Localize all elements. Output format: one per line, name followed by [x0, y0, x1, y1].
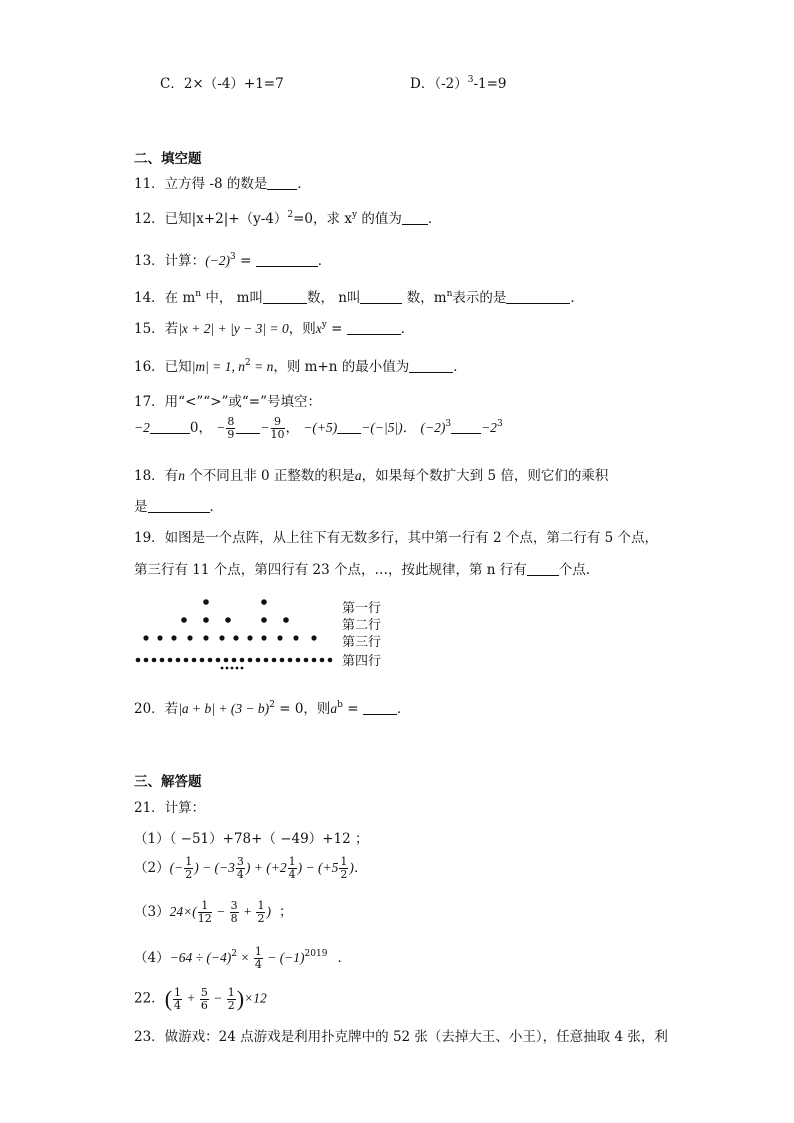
question-20 [134, 697, 410, 717]
q18-text-e: ． [209, 499, 223, 515]
q21-2-t1: (− [169, 860, 184, 875]
q21-2-f4d: 2 [340, 868, 348, 881]
q17-part-4: −(+5) [303, 420, 338, 435]
q21-3-frac-1 [198, 900, 212, 925]
question-18-cont [134, 495, 223, 515]
q21-2-t5: )． [349, 860, 368, 875]
q12-y: y [351, 210, 358, 220]
q15-text-a: 15．若 [134, 321, 179, 337]
question-15 [134, 317, 414, 337]
q22-right-paren: ) [236, 986, 245, 1011]
q17-blank-4[interactable] [451, 421, 481, 434]
q17-frac2-num: 9 [271, 416, 285, 429]
q17-part-2: 0， [189, 420, 212, 436]
q20-text-a: 20．若 [134, 701, 179, 717]
question-14 [134, 286, 584, 306]
q21-2-f2d: 4 [236, 868, 244, 881]
question-19: 19．如图是一个点阵，从上往下有无数多行，其中第一行有 2 个点，第二行有 5 个点， [134, 530, 659, 546]
q21-4-frac [254, 946, 263, 971]
q22-minus: − [209, 990, 226, 1006]
q16-blank[interactable] [409, 360, 453, 373]
q20-pow: a [330, 701, 338, 716]
dots-row-1 [203, 599, 267, 605]
question-21-3 [134, 900, 292, 925]
q12-period: ． [427, 211, 442, 227]
row-label-3: 第三行 [342, 635, 382, 650]
q21-4-t2: × [236, 950, 253, 965]
q13-expr: (−2) [205, 253, 231, 268]
q17-part-3: ， [285, 420, 300, 436]
q21-3-t1: 24×( [169, 904, 197, 919]
q17-part-7-exp: 3 [496, 419, 503, 429]
section-title-fill-in: 二、填空题 [134, 151, 202, 167]
q21-2-label: （2） [134, 860, 170, 876]
q22-f1d: 4 [174, 998, 182, 1012]
option-d-tail: -1=9 [473, 76, 507, 92]
q17-frac-1 [226, 416, 235, 441]
q14-text-c: 数， n叫 [306, 290, 361, 306]
q17-frac2-den: 10 [270, 428, 285, 441]
q17-part-6-exp: 3 [445, 419, 452, 429]
section-title-solve: 三、解答题 [134, 774, 202, 790]
q12-text: 12．已知|x+2|+（y-4） [134, 211, 288, 227]
q14-n1: n [195, 289, 202, 299]
q21-3-f2n: 3 [230, 899, 238, 912]
q17-blank-2[interactable] [236, 421, 260, 434]
q22-tail: ×12 [244, 990, 267, 1006]
q22-f2n: 5 [200, 985, 208, 999]
q15-period: ． [400, 321, 415, 337]
q15-text-b: ，则 [288, 321, 316, 337]
question-22 [134, 986, 267, 1012]
q12-text-b: =0，求 x [293, 211, 352, 227]
q17-frac1-num: 8 [227, 415, 235, 428]
dot-lattice-figure [130, 592, 400, 674]
q21-4-label: （4） [134, 950, 170, 966]
q17-part-6: (−2) [420, 420, 446, 435]
dots-row-4 [136, 658, 333, 670]
q21-2-t3: ) + (+2 [245, 860, 287, 875]
q17-blank-1[interactable] [150, 421, 190, 434]
q14-text-e: 表示的是 [452, 290, 507, 306]
q15-expr: |x + 2| + |y − 3| = 0 [178, 321, 289, 336]
q21-4-t1: −64 ÷ (−4) [169, 950, 232, 965]
q21-3-t4: ) [266, 904, 271, 919]
q21-3-t2: − [212, 904, 229, 919]
q18-n: n [178, 468, 185, 483]
q12-exp: 2 [287, 210, 294, 220]
q21-2-frac-3 [288, 856, 297, 881]
question-23: 23．做游戏：24 点游戏是利用扑克牌中的 52 张（去掉大王、小王），任意抽取 4 张，利 [134, 1029, 668, 1045]
q12-blank[interactable] [402, 212, 428, 225]
q14-blank-3[interactable] [506, 291, 570, 304]
q22-f3n: 1 [227, 985, 235, 999]
q21-3-frac-2 [230, 900, 239, 925]
q21-2-t4: ) − (+5 [297, 860, 339, 875]
q14-blank-1[interactable] [263, 291, 307, 304]
row-label-1: 第一行 [342, 601, 382, 616]
q15-pow-exp: y [321, 320, 327, 330]
q13-period: ． [317, 253, 332, 269]
question-16 [134, 355, 467, 375]
question-18 [134, 464, 608, 484]
q19-text-b: 第三行有 11 个点，第四行有 23 个点，…，按此规律，第 n 行有 [134, 562, 527, 578]
q21-3-f1d: 12 [197, 912, 212, 925]
q17-part-1: −2 [134, 420, 150, 435]
q20-period: ． [396, 701, 411, 717]
q14-blank-2[interactable] [360, 291, 402, 304]
q21-2-frac-2 [236, 856, 245, 881]
q20-expr: |a + b| + (3 − b) [178, 701, 270, 716]
q17-frac2-neg: − [260, 420, 270, 435]
q22-plus: + [183, 990, 199, 1006]
q21-4-exp1: 2 [231, 949, 237, 959]
q21-3-f1n: 1 [198, 900, 212, 913]
q21-4-end: ． [337, 950, 351, 966]
q19-blank[interactable] [527, 563, 559, 576]
q17-blank-3[interactable] [337, 421, 361, 434]
q21-3-f3d: 2 [257, 912, 265, 925]
q21-2-f1d: 2 [185, 868, 193, 881]
q18-blank[interactable] [148, 500, 210, 513]
q13-eq: = [235, 253, 256, 269]
q15-blank[interactable] [347, 322, 401, 335]
dots-row-3 [143, 635, 316, 640]
q18-text-b: 个不同且非 0 正整数的积是 [184, 468, 355, 484]
q18-text-a: 18．有 [134, 468, 179, 484]
q17-frac-2 [271, 416, 285, 441]
q21-3-t3: + [239, 904, 256, 919]
q14-text-d: 数，m [402, 290, 447, 306]
q13-blank[interactable] [256, 254, 318, 267]
q15-eq: = [326, 321, 347, 337]
question-12 [134, 207, 441, 227]
question-13 [134, 249, 331, 269]
q21-2-frac-1 [184, 856, 193, 881]
q20-eq: = [342, 701, 363, 717]
q22-frac-2 [200, 987, 209, 1012]
q11-period: ． [297, 176, 311, 192]
q20-exp: 2 [269, 700, 275, 710]
q12-text-c: 的值为 [357, 211, 402, 227]
q21-3-end: ； [278, 904, 293, 920]
q14-text-a: 14．在 m [134, 290, 196, 306]
q16-expr2: = n [250, 359, 274, 374]
q20-text-b: = 0，则 [274, 701, 331, 717]
q22-frac-1 [173, 987, 182, 1012]
q22-f3d: 2 [227, 998, 235, 1012]
q21-4-fd: 4 [254, 958, 262, 971]
q16-expr: |m| = 1, n [191, 359, 245, 374]
q14-period: ． [570, 290, 584, 306]
q22-label: 22． [134, 990, 165, 1007]
q18-text-c: ，如果每个数扩大到 5 倍，则它们的乘积 [361, 468, 609, 484]
dots-row-2 [181, 617, 289, 623]
q15-pow: x [315, 321, 322, 336]
q14-text-b: 中， m叫 [201, 290, 263, 306]
question-17: 17．用“<”“>”或“=”号填空： [134, 394, 322, 410]
row-label-4: 第四行 [342, 654, 382, 669]
question-21: 21．计算： [134, 800, 206, 816]
q22-f2d: 6 [200, 998, 208, 1012]
option-d-exp: 3 [467, 75, 474, 85]
q20-pow-exp: b [337, 700, 343, 710]
q16-text-a: 16．已知 [134, 359, 192, 375]
q17-part-5: −(−|5|)． [361, 420, 417, 435]
question-21-1: （1）（ −51）+78+（ −49）+12 ； [134, 831, 369, 847]
option-c: C．2×（-4）+1=7 [160, 76, 284, 92]
q17-part-7: −2 [481, 420, 497, 435]
q21-3-f3n: 1 [257, 899, 265, 912]
question-19-cont [134, 558, 590, 578]
q21-2-f4n: 1 [340, 855, 348, 868]
q21-3-frac-3 [256, 900, 265, 925]
q17-frac1-neg: − [216, 420, 226, 435]
option-d-text: D．（-2） [410, 76, 468, 92]
q21-2-f3n: 1 [288, 855, 296, 868]
q21-4-fn: 1 [254, 945, 262, 958]
q21-4-t3: − (−1) [263, 950, 305, 965]
q21-2-frac-4 [339, 856, 348, 881]
q16-exp: 2 [244, 358, 251, 368]
q21-3-label: （3） [134, 904, 170, 920]
q14-n2: n [446, 289, 453, 299]
q18-a: a [354, 468, 362, 483]
question-17-items [134, 416, 503, 441]
question-21-4 [134, 946, 351, 971]
q22-frac-3 [227, 987, 236, 1012]
q21-2-f2n: 3 [236, 855, 244, 868]
question-21-2 [134, 856, 367, 881]
option-d [410, 72, 507, 92]
question-11 [134, 172, 311, 192]
q22-f1n: 1 [174, 985, 182, 999]
q17-frac1-den: 9 [227, 428, 235, 441]
row-label-2: 第二行 [342, 618, 382, 633]
q22-left-paren: ( [164, 986, 173, 1011]
q16-text-b: ，则 m+n 的最小值为 [273, 359, 410, 375]
q21-2-f3d: 4 [288, 868, 296, 881]
q19-text-c: 个点. [558, 562, 591, 578]
q20-blank[interactable] [363, 702, 397, 715]
q13-text: 13．计算： [134, 253, 206, 269]
q21-2-t2: ) − (−3 [194, 860, 235, 875]
q11-text: 11．立方得 -8 的数是 [134, 176, 268, 192]
q16-period: ． [453, 359, 467, 375]
q11-blank[interactable] [267, 177, 297, 190]
q18-text-d: 是 [134, 499, 148, 515]
q13-exp: 3 [230, 252, 236, 262]
q21-3-f2d: 8 [230, 912, 238, 925]
q21-2-f1n: 1 [185, 855, 193, 868]
q21-4-exp2: 2019 [304, 949, 328, 959]
